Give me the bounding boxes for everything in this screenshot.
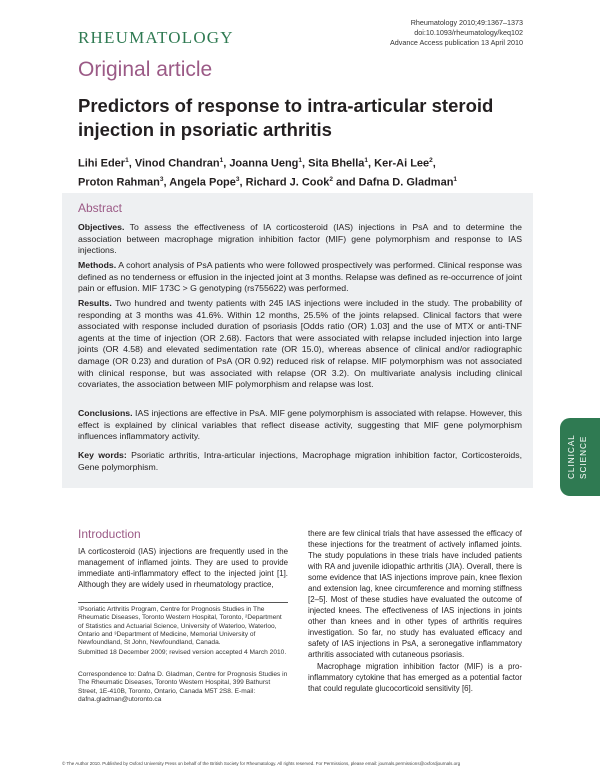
results-label: Results. — [78, 298, 112, 308]
author-line: Proton Rahman$^3$, Angela Pope$^3$, Richard J. Cook$^2$ and Dafna D. Gladman$^1$ — [78, 175, 458, 189]
copyright-footer: © The Author 2010. Published by Oxford University Press on behalf of the British Society for Rheumatology. All rights reserved. For Permissions, please email: journals.permissions@oxfordjournals.org — [62, 761, 461, 766]
article-title: Predictors of response to intra-articular steroid injection in psoriatic arthritis — [78, 95, 494, 140]
results-text: Two hundred and twenty patients with 245 IAS injections were included in the study. The probability of responding at 3 months was 41.6%. Within 12 months, 25.5% of the joints relapsed. Clinical factors that were associated with response included duration of psoriasis [Odds ratio (OR) 1.03] and the use of MTX or anti-TNF agents at the time of injection (OR 2.68). Factors that were associated with relapse included injection into large joints (OR 4.58) and elevated sedimentation rate (OR 15.0), whereas absence of clinical and/or radiographic damage (OR 0.23) and duration of PsA (OR 0.92) reduced risk of relapse. MIF polymorphism was not associated with clinical response, but was associated with relapse (OR 3.2). On multivariate analysis including clinical covariates, the association between MIF polymorphism and relapse was lost. — [78, 298, 522, 390]
introduction-heading: Introduction — [78, 527, 141, 541]
intro-paragraph: there are few clinical trials that have assessed the efficacy of these injections for the treatment of actively inflamed joints. The study populations in these trials have included patients with RA and juvenile idiopathic arthritis (JIA). Overall, there is some evidence that IAS injections improve pain, knee flexion and extension lag, knee circumference and morning stiffness [2–5]. Most of these studies have evaluated the outcome of injected knees. The effectiveness of IAS injections in joints other than knees and in other types of arthritis requires investigation. So far, no study has evaluated efficacy and safety of IAS injections in PsA, a seronegative inflammatory arthritis associated with cutaneous psoriasis. — [308, 529, 522, 659]
methods-label: Methods. — [78, 260, 117, 270]
affiliations-footnote: ¹Psoriatic Arthritis Program, Centre for Prognosis Studies in The Rheumatic Diseases, Toronto Western Hospital, Toronto, ²Department of Statistics and Actuarial Science, University of Waterloo, Waterloo, Ontario and ³Department of Medicine, Memorial University of Newfoundland, St John, Newfoundland, Canada. — [78, 606, 282, 647]
footnote-rule — [78, 602, 288, 603]
citation-line: Rheumatology 2010;49:1367–1373 — [410, 18, 523, 27]
abstract-heading: Abstract — [78, 201, 123, 215]
author-name: Lihi Eder — [78, 157, 126, 170]
author-affiliation-marker: 1 — [125, 157, 129, 164]
author-affiliation-marker: 1 — [453, 175, 458, 183]
clinical-science-label — [566, 423, 594, 491]
author-affiliation-marker: 2 — [429, 157, 433, 164]
conclusions-text: IAS injections are effective in PsA. MIF gene polymorphism is associated with relapse. However, this effect is explained by clinical variables that reflect disease activity, suggesting that MIF gene polymorphism influences inflammatory activity. — [78, 408, 522, 442]
objectives-text: To assess the effectiveness of IA corticosteroid (IAS) injections in PsA and to determine the association between macrophage migration inhibition factor (MIF) gene polymorphism and response to IAS injections. — [78, 222, 522, 256]
clinical-science-tab — [560, 418, 600, 496]
advance-access-line: Advance Access publication 13 April 2010 — [389, 38, 523, 47]
author-affiliation-marker: 1 — [364, 157, 369, 164]
author-affiliation-marker: 1 — [298, 157, 303, 164]
author-name: Dafna D. Gladman — [358, 176, 454, 189]
intro-left-column: IA corticosteroid (IAS) injections are frequently used in the management of inflamed joints. They are used to provide immediate anti-inflammatory effect to the injected joint [1]. Although they are widely used in rheumatology practice, — [78, 547, 288, 589]
author-name: Proton Rahman — [78, 176, 160, 189]
author-affiliation-marker: 2 — [329, 175, 333, 183]
author-name: Sita Bhella — [308, 157, 365, 170]
intro-paragraph: Macrophage migration inhibition factor (MIF) is a pro-inflammatory cytokine that has emerged as a potential factor that could regulate glucocorticoid sensitivity [6]. — [308, 662, 522, 693]
keywords — [78, 450, 522, 473]
author-name: Vinod Chandran — [134, 157, 220, 170]
author-name: Ker-Ai Lee — [374, 157, 430, 170]
doi-line: doi:10.1093/rheumatology/keq102 — [414, 28, 523, 37]
correspondence-footnote: Correspondence to: Dafna D. Gladman, Centre for Prognosis Studies in The Rheumatic Diseases, Toronto Western Hospital, 399 Bathurst Street, 1E-410B, Toronto, Ontario, Canada M5T 2S8. E-mail: dafna.gladman@utoronto.ca — [78, 671, 288, 703]
tab-label-line1: CLINICAL — [567, 434, 576, 480]
author-list — [78, 153, 538, 190]
tab-label-line2: SCIENCE — [579, 435, 588, 479]
keywords-label: Key words: — [78, 450, 127, 460]
journal-name: RHEUMATOLOGY — [78, 28, 234, 47]
author-affiliation-marker: 3 — [235, 175, 240, 183]
abstract-results — [78, 298, 522, 391]
abstract-methods — [78, 260, 522, 295]
author-line: Lihi Eder$^1$, Vinod Chandran$^1$, Joanna Ueng$^1$, Sita Bhella$^1$, Ker-Ai Lee$^2$, — [78, 157, 436, 170]
abstract-objectives — [78, 222, 522, 257]
abstract-conclusions — [78, 408, 522, 443]
author-name: Richard J. Cook — [245, 176, 330, 189]
submission-dates: Submitted 18 December 2009; revised version accepted 4 March 2010. — [78, 649, 287, 656]
conclusions-label: Conclusions. — [78, 408, 133, 418]
section-type: Original article — [78, 58, 213, 81]
author-affiliation-marker: 3 — [159, 175, 164, 183]
citation-block — [390, 18, 523, 48]
keywords-text: Psoriatic arthritis, Intra-articular injections, Macrophage migration inhibition factor, Corticosteroids, Gene polymorphism. — [78, 450, 523, 472]
intro-right-column — [308, 528, 522, 694]
author-affiliation-marker: 1 — [219, 157, 224, 164]
author-name: Angela Pope — [169, 176, 236, 189]
author-name: Joanna Ueng — [229, 157, 299, 170]
methods-text: A cohort analysis of PsA patients who were followed prospectively was performed. Clinical response was defined as no tenderness or effusion in the injected joint at 3 months. Relapse was defined as re-occurrence of joint pain or effusion. MIF 173C > G genotyping (rs755622) was performed. — [78, 260, 523, 294]
objectives-label: Objectives. — [78, 222, 125, 232]
